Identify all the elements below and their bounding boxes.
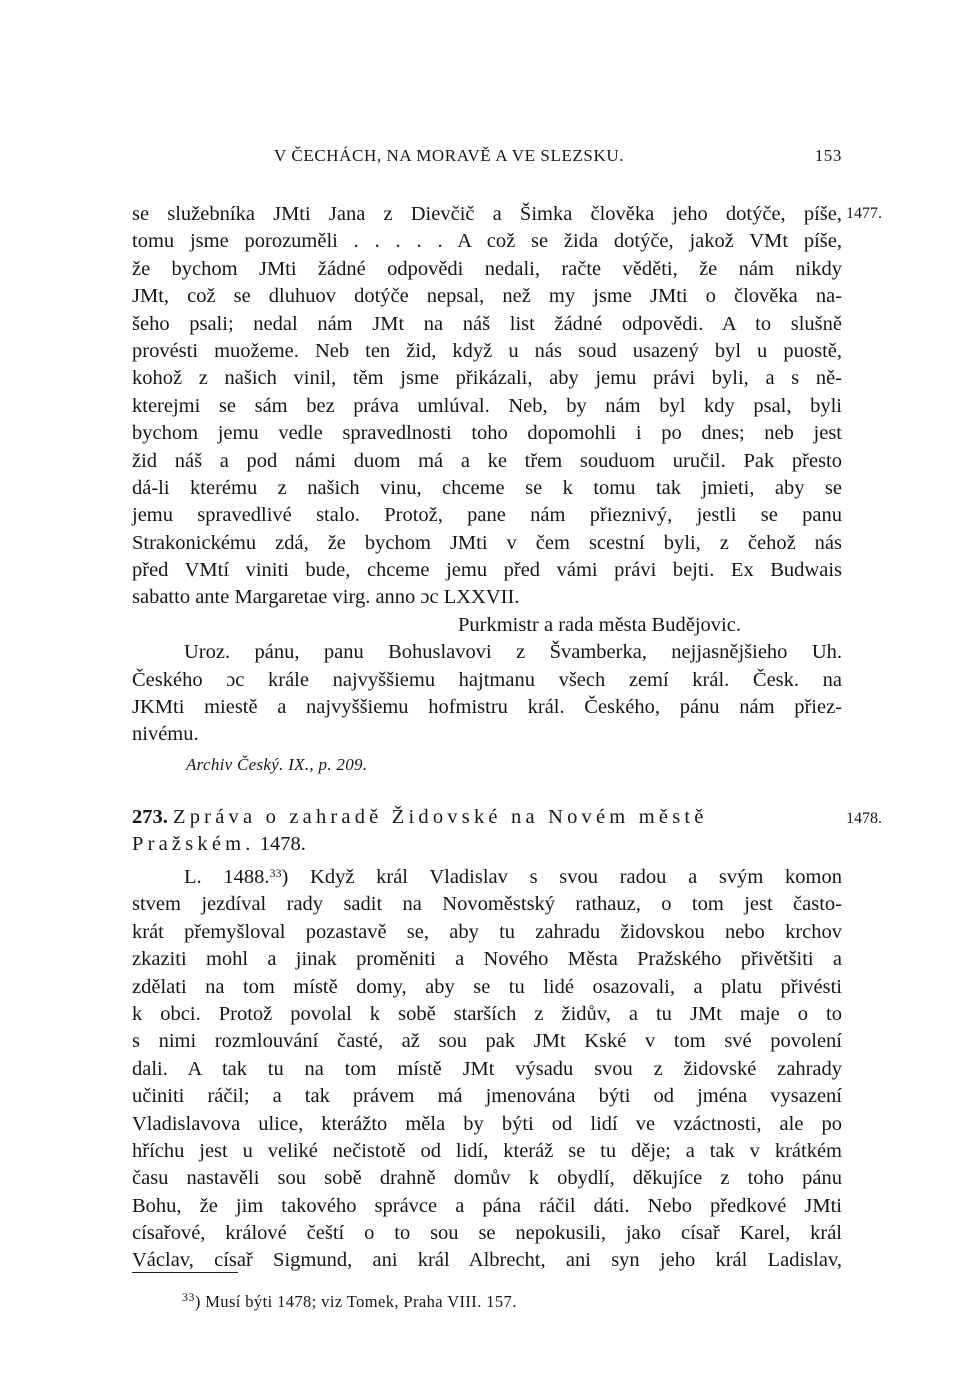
footnote-text: ) Musí býti 1478; viz Tomek, Praha VIII. 157. (194, 1292, 517, 1311)
text-line: provésti muožeme. Neb ten žid, když u nás soud usazený byl u puostě, (132, 339, 842, 362)
text-line: času nastavěli sou sobě drahně domův k obydlí, děkujíce z toho pánu (132, 1167, 842, 1190)
text-line: dá-li kterému z našich vinu, chceme se k tomu tak jmieti, aby se (132, 476, 842, 499)
text-line: kohož z našich vinil, těm jsme přikázali, aby jemu právi byli, a s ně- (132, 367, 842, 390)
text-line: tomu jsme porozuměli . . . . . A což se žida dotýče, jakož VMt píše, (132, 230, 842, 253)
text-line: Bohu, že jim takového správce a pána ráčil dáti. Nebo předkové JMti (132, 1194, 842, 1217)
page-number: 153 (814, 146, 842, 165)
running-title: V ČECHÁCH, NA MORAVĚ A VE SLEZSKU. (274, 146, 625, 165)
document-title-year: 1478. (259, 833, 306, 856)
text-line: Václav, císař Sigmund, ani král Albrecht, ani syn jeho král Ladislav, (132, 1249, 842, 1272)
signature: Purkmistr a rada města Budějovic. (458, 613, 741, 636)
document-number: 273. (132, 806, 168, 828)
text-line: sabatto ante Margaretae virg. anno ɔc LXXVII. (132, 586, 520, 609)
text-line (132, 864, 842, 891)
text-line: učiniti ráčil; a tak právem má jmenována býti od jména vysazení (132, 1085, 842, 1108)
document-title: Zpráva o zahradě Židovské na Novém městě (173, 806, 708, 828)
address-line: nivému. (132, 723, 199, 746)
text-line: Strakonickému zdá, že bychom JMti v čem scestní byli, z čehož nás (132, 531, 842, 554)
text-line: zkaziti mohl a jinak proměniti a Nového Města Pražského přivětšiti a (132, 948, 842, 971)
text-line: zdělati na tom místě domy, aby se tu lidé osazovali, a platu přivésti (132, 975, 842, 998)
text-line: císařové, králové čeští o to sou se nepokusili, jako císař Karel, král (132, 1222, 842, 1245)
text-line: stvem jezdíval rady sadit na Novoměstský rathauz, o tom jest často- (132, 893, 842, 916)
margin-year-1477: 1477. (846, 205, 882, 222)
address-line: Českého ɔc krále najvyššiemu hajtmanu všech zemí král. Česk. na (132, 668, 842, 691)
footnote-divider (132, 1272, 238, 1273)
address-line: JKMti miestě a najvyššiemu hofmistru král. Českého, pánu nám přiez- (132, 696, 842, 719)
text-line: že bychom JMti žádné odpovědi nedali, račte věděti, že nám nikdy (132, 257, 842, 280)
letter-body (132, 201, 842, 749)
text-line: Vladislavova ulice, kterážto měla by býti od lidí ve vzáctnosti, ale po (132, 1112, 842, 1135)
text-line: k obci. Protož povolal k sobě starších z židův, a tu JMt maje o to (132, 1002, 842, 1025)
address-line: Uroz. pánu, panu Bohuslavovi z Švamberka, nejjasnějšieho Uh. (184, 641, 842, 664)
footnote-ref: 33 (269, 866, 282, 880)
text-line: JMt, což se dluhuov dotýče nepsal, než my jsme JMti o člověka na- (132, 285, 842, 308)
text-line: hříchu jest u veliké nečistotě od lidí, kteráž se tu děje; a tak v krátkém (132, 1139, 842, 1162)
footnote (182, 1292, 517, 1312)
source-citation: Archiv Český. IX., p. 209. (186, 755, 368, 774)
document-title-cont: Pražském. (132, 833, 255, 856)
text-line: s nimi rozmlouvání časté, až sou pak JMt Kské v tom své povolení (132, 1030, 842, 1053)
margin-year-1478: 1478. (846, 810, 882, 827)
text-line: se služebníka JMti Jana z Dievčič a Šimka člověka jeho dotýče, píše, (132, 203, 842, 225)
text-line: žid náš a pod námi duom má a ke třem souduom uručil. Pak přesto (132, 449, 842, 472)
text-line: dali. A tak tu na tom místě JMt výsadu svou z židovské zahrady (132, 1057, 842, 1080)
document-body (132, 864, 842, 1275)
text-line: šeho psali; nedal nám JMt na náš list žádné odpovědi. A to slušně (132, 312, 842, 335)
text-line: kterejmi se sám bez práva umlúval. Neb, by nám byl kdy psal, byli (132, 394, 842, 417)
footnote-mark: 33 (182, 1290, 195, 1304)
running-header (132, 146, 842, 172)
date-prefix: L. 1488. (184, 866, 270, 888)
text-line: krát přemyšloval pozastavě se, aby tu zahradu židovskou nebo krchov (132, 920, 842, 943)
text-line: jemu spravedlivé stalo. Protož, pane nám přieznivý, jestli se panu (132, 504, 842, 527)
document-heading (132, 804, 842, 859)
first-line-rest: ) Když král Vladislav s svou radou a svým komon (281, 866, 842, 888)
text-line: bychom jemu vedle spravedlnosti toho dopomohli i po dnes; neb jest (132, 422, 842, 445)
text-line: před VMtí viniti bude, chceme jemu před vámi právi bejti. Ex Budwais (132, 559, 842, 582)
